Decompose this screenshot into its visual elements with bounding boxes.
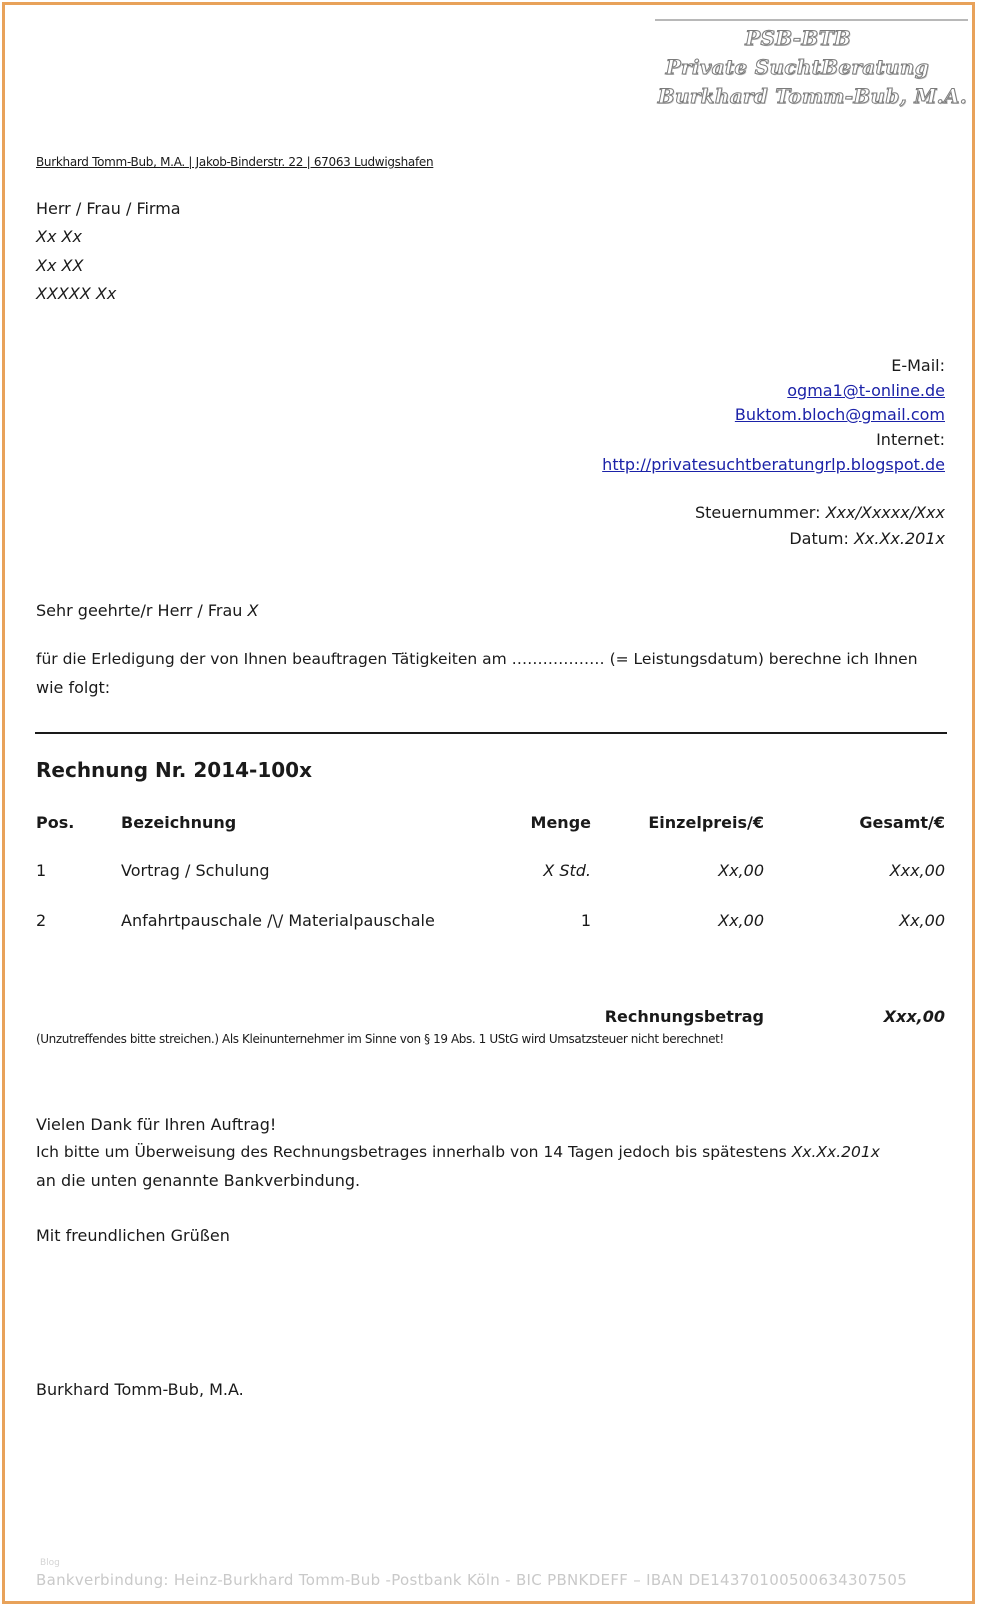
payment-line-1	[36, 1143, 880, 1161]
website-link[interactable]: http://privatesuchtberatungrlp.blogspot.de	[602, 455, 945, 474]
recipient-city: XXXXX Xx	[36, 284, 117, 303]
intro-line-1: für die Erledigung der von Ihnen beauftragen Tätigkeiten am ……………… (= Leistungsdatum) berechne ich Ihnen	[36, 650, 918, 668]
signature: Burkhard Tomm-Bub, M.A.	[36, 1380, 244, 1399]
payment-line-2: an die unten genannte Bankverbindung.	[36, 1171, 361, 1190]
row2-pos: 2	[36, 911, 47, 930]
letterhead-rule	[655, 19, 968, 21]
recipient-name: Xx Xx	[36, 227, 82, 246]
sender-line: Burkhard Tomm-Bub, M.A. | Jakob-Binderstr. 22 | 67063 Ludwigshafen	[36, 155, 434, 169]
letterhead-line3: Burkhard Tomm-Bub, M.A.	[657, 84, 967, 108]
greeting	[36, 601, 258, 620]
letterhead-line2: Private SuchtBeratung	[665, 55, 929, 79]
col-header-qty: Menge	[530, 813, 591, 832]
email-link-2[interactable]: Buktom.bloch@gmail.com	[734, 405, 945, 424]
blog-watermark: Blog	[40, 1558, 60, 1568]
row1-total: Xxx,00	[889, 861, 945, 880]
recipient-street: Xx XX	[36, 256, 84, 275]
email-label: E-Mail:	[891, 356, 945, 375]
intro-line-2: wie folgt:	[36, 678, 111, 697]
payment-prefix: Ich bitte um Überweisung des Rechnungsbetrages innerhalb von 14 Tagen jedoch bis spätestens	[36, 1143, 787, 1161]
date-value: Xx.Xx.201x	[853, 529, 945, 548]
tax-note: (Unzutreffendes bitte streichen.) Als Kleinunternehmer im Sinne von § 19 Abs. 1 UStG wird Umsatzsteuer nicht berechnet!	[36, 1032, 724, 1046]
total-label: Rechnungsbetrag	[604, 1007, 764, 1026]
recipient-salutation: Herr / Frau / Firma	[36, 199, 181, 218]
internet-label: Internet:	[876, 430, 945, 449]
row1-qty: X Std.	[543, 861, 591, 880]
col-header-pos: Pos.	[36, 813, 75, 832]
tax-label: Steuernummer:	[694, 503, 821, 522]
greeting-prefix: Sehr geehrte/r Herr / Frau	[36, 601, 243, 620]
col-header-desc: Bezeichnung	[121, 813, 237, 832]
email-link-1[interactable]: ogma1@t-online.de	[787, 381, 945, 400]
bank-details: Bankverbindung: Heinz-Burkhard Tomm-Bub -Postbank Köln - BIC PBNKDEFF – IBAN DE14370100500634307505	[36, 1571, 908, 1589]
row2-desc: Anfahrtpauschale /\/ Materialpauschale	[121, 911, 435, 930]
thanks-line: Vielen Dank für Ihren Auftrag!	[36, 1115, 277, 1134]
letterhead-line1: PSB-BTB	[745, 26, 851, 50]
regards: Mit freundlichen Grüßen	[36, 1226, 230, 1245]
row2-qty: 1	[580, 911, 591, 930]
date-label: Datum:	[789, 529, 849, 548]
tax-number	[695, 503, 945, 522]
col-header-total: Gesamt/€	[859, 813, 945, 832]
row2-total: Xx,00	[899, 911, 945, 930]
greeting-name: X	[247, 601, 259, 620]
invoice-date	[789, 529, 945, 548]
total-value: Xxx,00	[883, 1007, 945, 1026]
payment-date: Xx.Xx.201x	[791, 1143, 880, 1161]
col-header-unit: Einzelpreis/€	[648, 813, 764, 832]
row1-unit: Xx,00	[718, 861, 764, 880]
divider-rule	[35, 732, 947, 734]
tax-value: Xxx/Xxxxx/Xxx	[825, 503, 945, 522]
page-frame	[2, 2, 975, 1604]
row2-unit: Xx,00	[718, 911, 764, 930]
row1-pos: 1	[36, 861, 47, 880]
row1-desc: Vortrag / Schulung	[121, 861, 270, 880]
invoice-title: Rechnung Nr. 2014-100x	[36, 758, 312, 782]
